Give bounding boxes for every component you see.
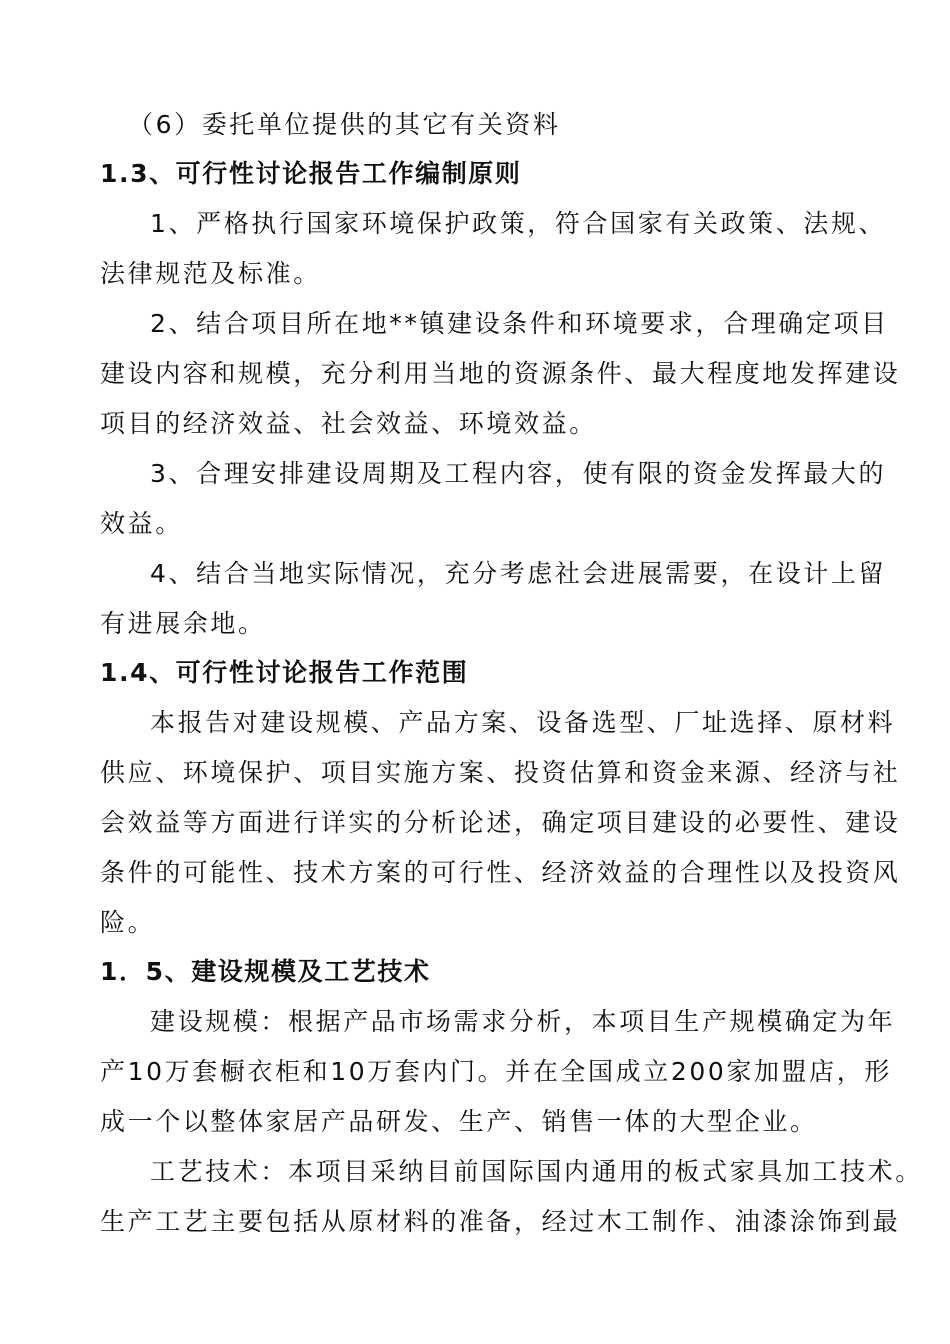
scope-line-1: 本报告对建设规模、产品方案、设备选型、厂址选择、原材料 — [150, 708, 896, 737]
principle-1-line-1: 1、严格执行国家环境保护政策，符合国家有关政策、法规、 — [150, 209, 887, 238]
principle-4-line-2: 有进展余地。 — [100, 609, 266, 638]
scale-line-2: 产10万套橱衣柜和10万套内门。并在全国成立200家加盟店，形 — [100, 1057, 892, 1086]
principle-4-line-1: 4、结合当地实际情况，充分考虑社会进展需要，在设计上留 — [150, 559, 887, 588]
principle-2-line-3: 项目的经济效益、社会效益、环境效益。 — [100, 409, 597, 438]
scope-line-5: 险。 — [100, 908, 156, 937]
principle-2-line-2: 建设内容和规模，充分利用当地的资源条件、最大程度地发挥建设 — [100, 359, 901, 388]
scale-line-3: 成一个以整体家居产品研发、生产、销售一体的大型企业。 — [100, 1107, 818, 1136]
scope-line-4: 条件的可能性、技术方案的可行性、经济效益的合理性以及投资风 — [100, 858, 901, 887]
principle-1-line-2: 法律规范及标准。 — [100, 259, 321, 288]
scale-line-1: 建设规模：根据产品市场需求分析，本项目生产规模确定为年 — [150, 1007, 896, 1036]
process-line-1: 工艺技术：本项目采纳目前国际国内通用的板式家具加工技术。 — [150, 1157, 923, 1186]
scope-line-2: 供应、环境保护、项目实施方案、投资估算和资金来源、经济与社 — [100, 758, 901, 787]
principle-3-line-2: 效益。 — [100, 509, 183, 538]
section-heading-1-4: 1.4、可行性讨论报告工作范围 — [100, 658, 469, 687]
principle-2-line-1: 2、结合项目所在地**镇建设条件和环境要求，合理确定项目 — [150, 309, 889, 338]
principle-3-line-1: 3、合理安排建设周期及工程内容，使有限的资金发挥最大的 — [150, 459, 887, 488]
scope-line-3: 会效益等方面进行详实的分析论述，确定项目建设的必要性、建设 — [100, 808, 901, 837]
process-line-2: 生产工艺主要包括从原材料的准备，经过木工制作、油漆涂饰到最 — [100, 1207, 901, 1236]
section-heading-1-5: 1．5、建设规模及工艺技术 — [100, 957, 431, 986]
section-heading-1-3: 1.3、可行性讨论报告工作编制原则 — [100, 159, 522, 188]
list-item-6: （6）委托单位提供的其它有关资料 — [128, 110, 561, 139]
